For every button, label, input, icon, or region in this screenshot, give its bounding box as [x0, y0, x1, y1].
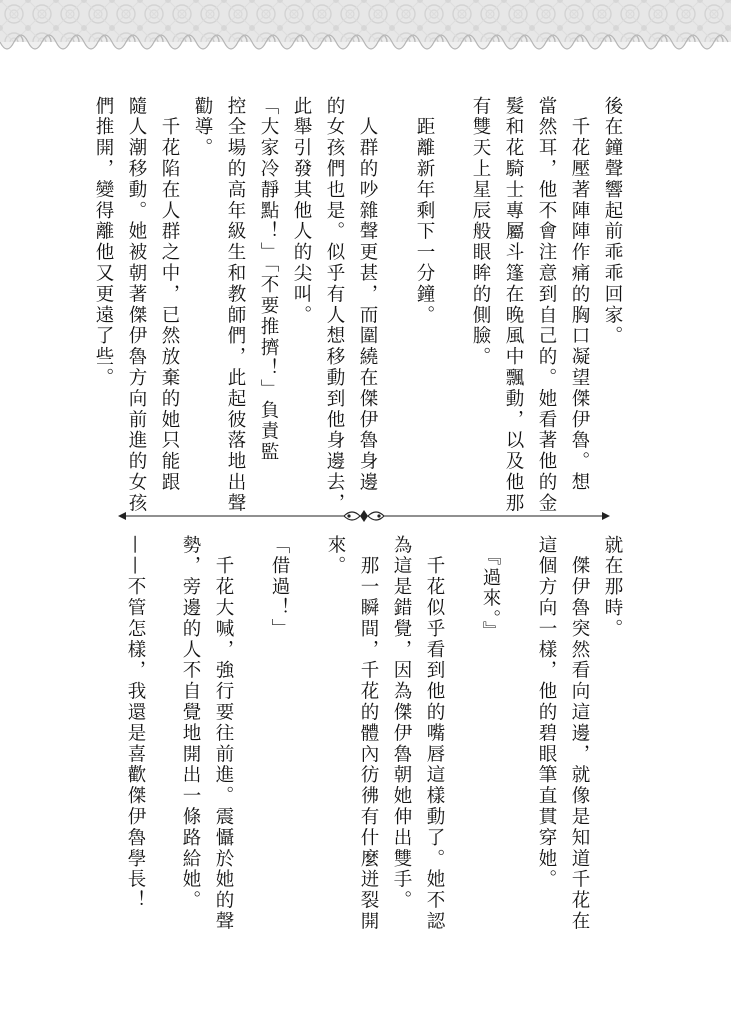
upper-column-10: 「大家冷靜點！」「不要推擠！」負責監	[258, 96, 279, 463]
upper-column-2: 千花壓著陣陣作痛的胸口凝望傑伊魯。想	[569, 96, 590, 494]
lower-column-7: 那一瞬間，千花的體內彷彿有什麼迸裂開	[358, 535, 379, 933]
lower-column-4: 『過來。』	[480, 535, 501, 642]
upper-column-9: 此舉引發其他人的尖叫。	[291, 96, 312, 326]
lace-header-ornament	[0, 0, 731, 58]
lower-column-12: ——不管怎樣，我還是喜歡傑伊魯學長！	[125, 535, 146, 912]
lower-column-8: 來。	[325, 535, 346, 577]
upper-column-15: 們推開，變得離他又更遠了些。	[93, 96, 114, 389]
lower-column-5: 千花似乎看到他的嘴唇這樣動了。她不認	[424, 535, 445, 933]
lower-column-10: 千花大喊，強行要往前進。震懾於她的聲	[213, 535, 234, 933]
lower-column-1: 就在那時。	[602, 535, 623, 640]
upper-column-6: 距離新年剩下一分鐘。	[414, 96, 435, 326]
section-divider-ornament	[118, 506, 610, 526]
upper-column-4: 髮和花騎士專屬斗篷在晚風中飄動，以及他那	[503, 96, 524, 514]
lower-column-2: 傑伊魯突然看向這邊，就像是知道千花在	[569, 535, 590, 933]
upper-column-3: 當然耳，他不會注意到自己的。她看著他的金	[536, 96, 557, 514]
upper-column-1: 後在鐘聲響起前乖乖回家。	[602, 96, 623, 347]
upper-column-14: 隨人潮移動。她被朝著傑伊魯方向前進的女孩	[126, 96, 147, 514]
upper-column-8: 的女孩們也是。似乎有人想移動到他身邊去，	[324, 96, 345, 514]
upper-column-11: 控全場的高年級生和教師們，此起彼落地出聲	[225, 96, 246, 514]
lower-column-9: 「借過！」	[269, 535, 290, 640]
lower-column-6: 為這是錯覺，因為傑伊魯朝她伸出雙手。	[391, 535, 412, 912]
lower-column-3: 這個方向一樣，他的碧眼筆直貫穿她。	[536, 535, 557, 891]
upper-column-7: 人群的吵雜聲更甚，而圍繞在傑伊魯身邊	[357, 96, 378, 494]
upper-column-5: 有雙天上星辰般眼眸的側臉。	[470, 96, 491, 368]
upper-column-13: 千花陷在人群之中，已然放棄的她只能跟	[159, 96, 180, 494]
upper-column-12: 勸導。	[192, 96, 213, 159]
lower-column-11: 勢，旁邊的人不自覺地開出一條路給她。	[180, 535, 201, 912]
